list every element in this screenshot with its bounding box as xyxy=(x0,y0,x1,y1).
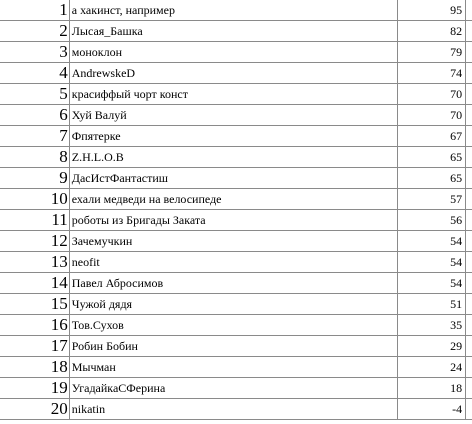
score-cell: 29 xyxy=(398,336,466,357)
table-row xyxy=(0,210,472,231)
team-name-cell: Павел Абросимов xyxy=(69,273,398,294)
score-cell: 95 xyxy=(398,0,466,21)
table-row xyxy=(0,84,472,105)
rank-cell: 3 xyxy=(0,42,69,63)
team-name-cell: моноклон xyxy=(69,42,398,63)
rank-cell: 16 xyxy=(0,315,69,336)
score-cell: 54 xyxy=(398,231,466,252)
rank-cell: 15 xyxy=(0,294,69,315)
rank-cell: 5 xyxy=(0,84,69,105)
table-row xyxy=(0,147,472,168)
rank-cell: 8 xyxy=(0,147,69,168)
score-cell: 54 xyxy=(398,273,466,294)
table-row xyxy=(0,231,472,252)
empty-cell xyxy=(466,189,472,210)
score-cell: 51 xyxy=(398,294,466,315)
team-name-cell: AndrewskeD xyxy=(69,63,398,84)
team-name-cell: Чужой дядя xyxy=(69,294,398,315)
team-name-cell: Z.H.L.O.B xyxy=(69,147,398,168)
table-row xyxy=(0,42,472,63)
empty-cell xyxy=(466,210,472,231)
table-row xyxy=(0,273,472,294)
empty-cell xyxy=(466,21,472,42)
score-cell: 82 xyxy=(398,21,466,42)
empty-cell xyxy=(466,357,472,378)
empty-cell xyxy=(466,168,472,189)
score-cell: 65 xyxy=(398,147,466,168)
table-row xyxy=(0,168,472,189)
rank-cell: 20 xyxy=(0,399,69,420)
empty-cell xyxy=(466,147,472,168)
rank-cell: 17 xyxy=(0,336,69,357)
team-name-cell: neofit xyxy=(69,252,398,273)
score-cell: 57 xyxy=(398,189,466,210)
team-name-cell: роботы из Бригады Заката xyxy=(69,210,398,231)
score-cell: 56 xyxy=(398,210,466,231)
empty-cell xyxy=(466,399,472,420)
rank-cell: 4 xyxy=(0,63,69,84)
empty-cell xyxy=(466,0,472,21)
empty-cell xyxy=(466,294,472,315)
table-row xyxy=(0,294,472,315)
table-row xyxy=(0,399,472,420)
table-row xyxy=(0,357,472,378)
rank-cell: 18 xyxy=(0,357,69,378)
team-name-cell: Фпятерке xyxy=(69,126,398,147)
team-name-cell: Лысая_Башка xyxy=(69,21,398,42)
table-row xyxy=(0,252,472,273)
empty-cell xyxy=(466,84,472,105)
rank-cell: 13 xyxy=(0,252,69,273)
score-cell: 54 xyxy=(398,252,466,273)
empty-cell xyxy=(466,42,472,63)
score-cell: 18 xyxy=(398,378,466,399)
table-row xyxy=(0,336,472,357)
rank-cell: 7 xyxy=(0,126,69,147)
empty-cell xyxy=(466,126,472,147)
table-row xyxy=(0,0,472,21)
team-name-cell: Робин Бобин xyxy=(69,336,398,357)
team-name-cell: УгадайкаСФерина xyxy=(69,378,398,399)
rank-cell: 2 xyxy=(0,21,69,42)
table-row xyxy=(0,21,472,42)
rank-cell: 19 xyxy=(0,378,69,399)
rank-cell: 1 xyxy=(0,0,69,21)
score-cell: 67 xyxy=(398,126,466,147)
score-cell: 70 xyxy=(398,84,466,105)
score-cell: 65 xyxy=(398,168,466,189)
empty-cell xyxy=(466,336,472,357)
rank-cell: 10 xyxy=(0,189,69,210)
empty-cell xyxy=(466,252,472,273)
score-cell: -4 xyxy=(398,399,466,420)
empty-cell xyxy=(466,315,472,336)
team-name-cell: Мычман xyxy=(69,357,398,378)
rank-cell: 12 xyxy=(0,231,69,252)
team-name-cell: а хакинст, например xyxy=(69,0,398,21)
empty-cell xyxy=(466,378,472,399)
empty-cell xyxy=(466,105,472,126)
rank-cell: 11 xyxy=(0,210,69,231)
rank-cell: 6 xyxy=(0,105,69,126)
table-row xyxy=(0,63,472,84)
empty-cell xyxy=(466,231,472,252)
table-row xyxy=(0,189,472,210)
empty-cell xyxy=(466,63,472,84)
team-name-cell: Зачемучкин xyxy=(69,231,398,252)
score-cell: 24 xyxy=(398,357,466,378)
table-row xyxy=(0,105,472,126)
team-name-cell: ДасИстФантастиш xyxy=(69,168,398,189)
team-name-cell: Тов.Сухов xyxy=(69,315,398,336)
score-cell: 79 xyxy=(398,42,466,63)
score-cell: 70 xyxy=(398,105,466,126)
rank-cell: 14 xyxy=(0,273,69,294)
empty-cell xyxy=(466,273,472,294)
table-row xyxy=(0,315,472,336)
team-name-cell: красиффый чорт конст xyxy=(69,84,398,105)
team-name-cell: nikatin xyxy=(69,399,398,420)
table-row xyxy=(0,126,472,147)
score-cell: 74 xyxy=(398,63,466,84)
table-row xyxy=(0,378,472,399)
rank-cell: 9 xyxy=(0,168,69,189)
team-name-cell: ехали медведи на велосипеде xyxy=(69,189,398,210)
team-name-cell: Хуй Валуй xyxy=(69,105,398,126)
score-cell: 35 xyxy=(398,315,466,336)
